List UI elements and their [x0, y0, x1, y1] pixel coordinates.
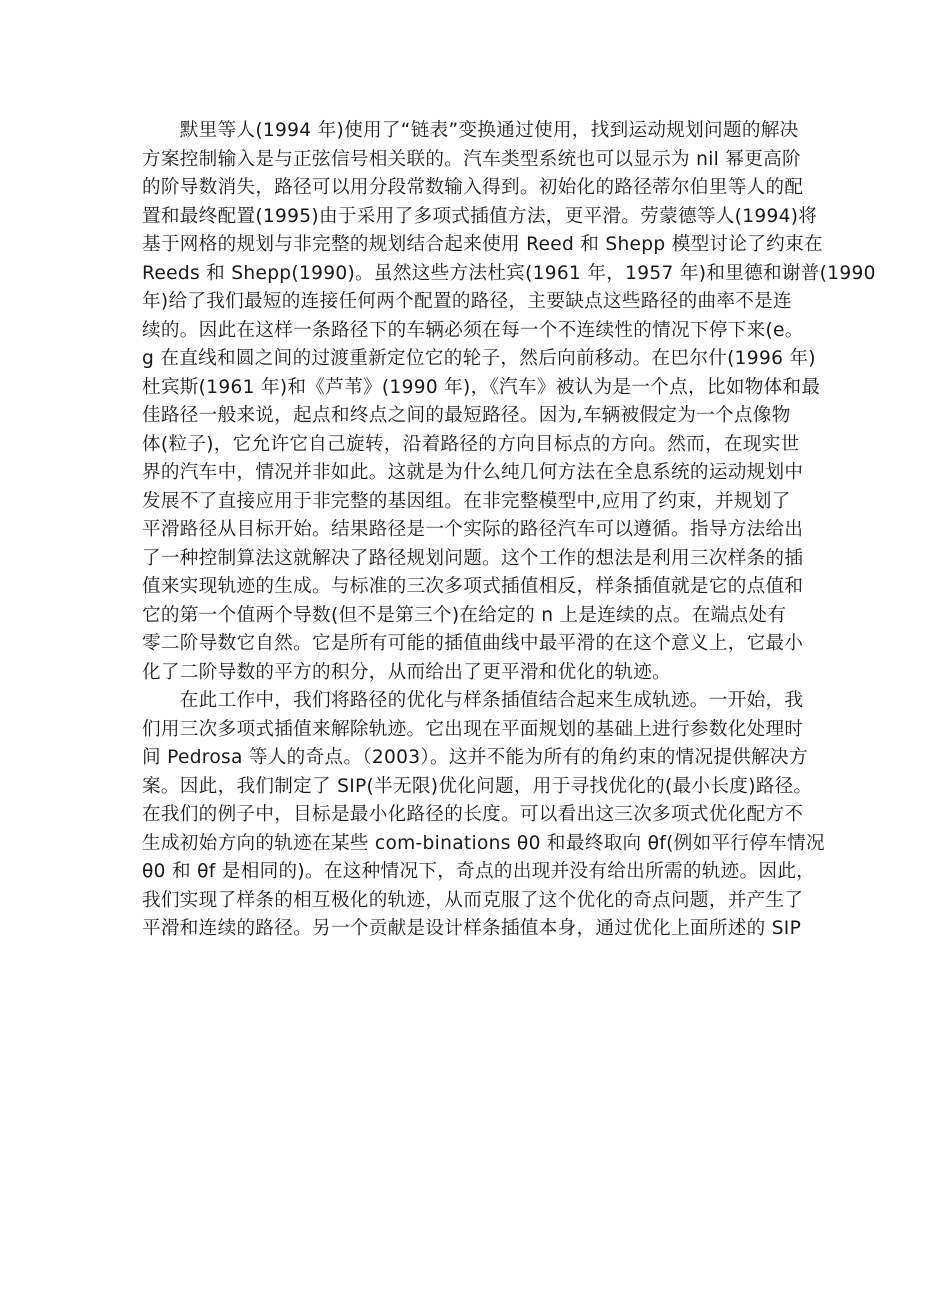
text-line: 方案控制输入是与正弦信号相关联的。汽车类型系统也可以显示为 nil 幂更高阶: [142, 148, 801, 170]
text-line: 们用三次多项式插值来解除轨迹。它出现在平面规划的基础上进行参数化处理时: [142, 718, 804, 740]
text-line: 值来实现轨迹的生成。与标准的三次多项式插值相反，样条插值就是它的点值和: [142, 576, 804, 597]
text-line: 我们实现了样条的相互极化的轨迹，从而克服了这个优化的奇点问题，并产生了: [142, 889, 804, 911]
text-line: 在此工作中，我们将路径的优化与样条插值结合起来生成轨迹。一开始，我: [142, 690, 804, 711]
text-line: 间 Pedrosa 等人的奇点。（2003）。这并不能为所有的角约束的情况提供解决方: [142, 747, 808, 768]
text-line: 平滑路径从目标开始。结果路径是一个实际的路径汽车可以遵循。指导方法给出: [142, 519, 804, 540]
text-line: 在我们的例子中，目标是最小化路径的长度。可以看出这三次多项式优化配方不: [142, 804, 804, 825]
paragraph-1: [142, 117, 876, 687]
text-line: 续的。因此在这样一条路径下的车辆必须在每一个不连续性的情况下停下来(e。: [142, 319, 804, 341]
text-line: 年)给了我们最短的连接任何两个配置的路径，主要缺点这些路径的曲率不是连: [142, 291, 792, 312]
text-line: 零二阶导数它自然。它是所有可能的插值曲线中最平滑的在这个意义上，它最小: [142, 633, 804, 654]
text-line: Reeds 和 Shepp(1990)。虽然这些方法杜宾(1961 年，1957 年)和里德和谢普(1990: [142, 262, 876, 284]
text-line: 发展不了直接应用于非完整的基因组。在非完整模型中,应用了约束，并规划了: [142, 490, 791, 512]
text-line: 了一种控制算法这就解决了路径规划问题。这个工作的想法是利用三次样条的插: [142, 547, 804, 569]
text-line: 基于网格的规划与非完整的规划结合起来使用 Reed 和 Shepp 模型讨论了约束在: [142, 234, 823, 255]
text-line: g 在直线和圆之间的过渡重新定位它的轮子，然后向前移动。在巴尔什(1996 年): [142, 348, 816, 369]
text-line: 佳路径一般来说，起点和终点之间的最短路径。因为,车辆被假定为一个点像物: [142, 405, 791, 426]
text-line: 界的汽车中，情况并非如此。这就是为什么纯几何方法在全息系统的运动规划中: [142, 462, 804, 483]
text-line: 默里等人(1994 年)使用了“链表”变换通过使用，找到运动规划问题的解决: [142, 120, 799, 141]
text-line: 生成初始方向的轨迹在某些 com-binations θ0 和最终取向 θf(例如平行停车情况: [142, 832, 825, 854]
text-line: 体(粒子)，它允许它自己旋转，沿着路径的方向目标点的方向。然而，在现实世: [142, 433, 800, 455]
body-text: [142, 117, 876, 944]
text-line: 它的第一个值两个导数(但不是第三个)在给定的 n 上是连续的点。在端点处有: [142, 604, 787, 626]
text-line: 的阶导数消失，路径可以用分段常数输入得到。初始化的路径蒂尔伯里等人的配: [142, 177, 804, 198]
text-line: 案。因此，我们制定了 SIP(半无限)优化问题，用于寻找优化的(最小长度)路径。: [142, 775, 813, 797]
text-line: 平滑和连续的路径。另一个贡献是设计样条插值本身，通过优化上面所述的 SIP: [142, 918, 802, 939]
paragraph-2: [142, 687, 825, 944]
text-line: 化了二阶导数的平方的积分，从而给出了更平滑和优化的轨迹。: [142, 661, 672, 683]
text-line: 杜宾斯(1961 年)和《芦苇》(1990 年)，《汽车》被认为是一个点，比如物体和最: [142, 376, 821, 398]
text-line: 置和最终配置(1995)由于采用了多项式插值方法，更平滑。劳蒙德等人(1994)将: [142, 205, 818, 227]
text-line: θ0 和 θf 是相同的)。在这种情况下，奇点的出现并没有给出所需的轨迹。因此，: [142, 861, 816, 882]
